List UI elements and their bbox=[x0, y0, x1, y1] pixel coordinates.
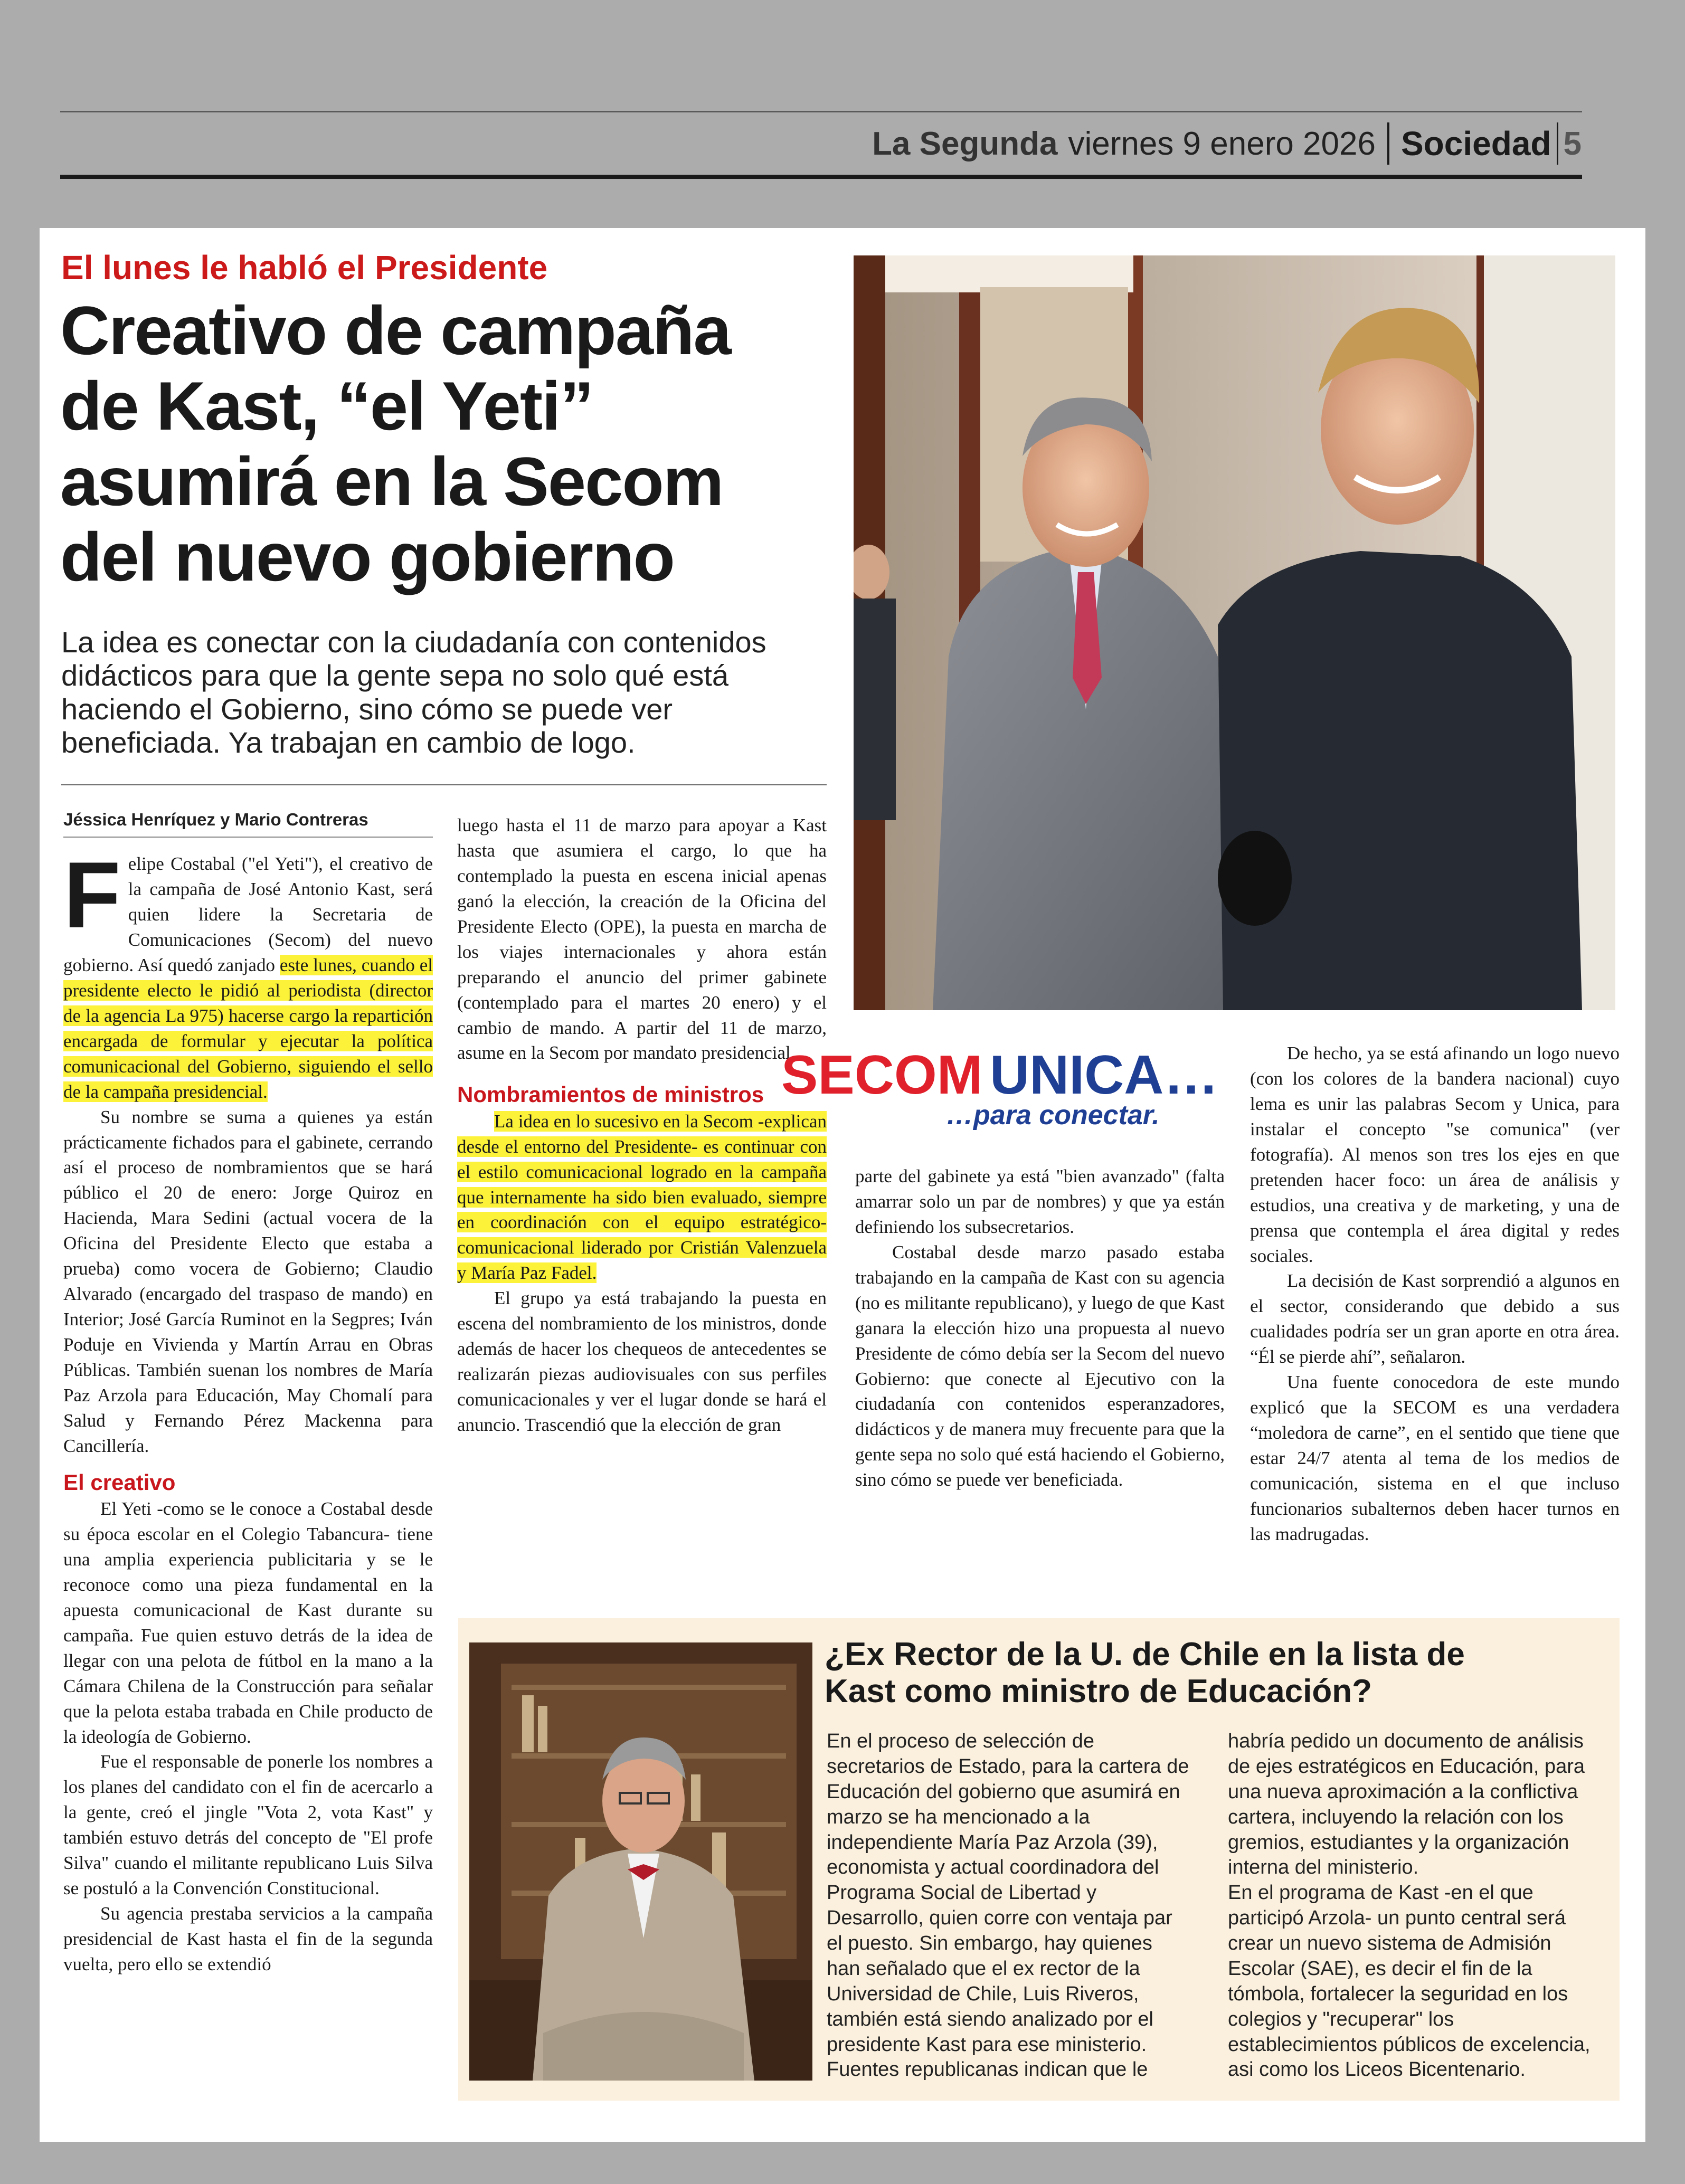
sidebar-column-2 bbox=[1228, 1729, 1597, 2083]
highlighted-text: La idea en lo sucesivo en la Secom -explican desde el entorno del Presidente- es continuar con el estilo comunicacional logrado en la campaña que internamente ha sido bien evaluado, siempre en coordinación con el equipo estratégico-comunicacional liderado por Cristián Valenzuela y María Paz Fadel. bbox=[457, 1110, 827, 1284]
article-headline: Creativo de campaña de Kast, “el Yeti” asumirá en la Secom del nuevo gobierno bbox=[60, 292, 731, 595]
photo-luis-riveros bbox=[469, 1642, 812, 2081]
highlighted-text: este lunes, cuando el presidente electo le pidió al periodista (director de la agencia La 975) hacerse cargo la repartición encargada de formular y ejecutar la política comunicacional del Gobierno, siguiendo el sello de la campaña presidencial. bbox=[63, 954, 433, 1102]
logo-blue-text: UNICA… bbox=[990, 1044, 1219, 1106]
byline: Jéssica Henríquez y Mario Contreras bbox=[63, 810, 368, 829]
main-photo-kast-costabal bbox=[854, 255, 1615, 1010]
section-name: Sociedad bbox=[1400, 125, 1551, 163]
article-deck: La idea es conectar con la ciudadanía con contenidos didácticos para que la gente sepa no solo qué está haciendo el Gobierno, sino cómo se puede ver beneficiada. Ya trabajan en cambio de logo. bbox=[61, 625, 766, 759]
header-top-rule bbox=[60, 111, 1582, 112]
article-column-3 bbox=[855, 1164, 1225, 1493]
sidebar-title: ¿Ex Rector de la U. de Chile en la lista de Kast como ministro de Educación? bbox=[825, 1636, 1465, 1710]
paragraph: En el programa de Kast -en el que participó Arzola- un punto central será crear un nuevo sistema de Admisión Escolar (SAE), es decir el fin de la tómbola, fortalecer la seguridad en los colegios y "recuperar" los establecimientos públicos de excelencia, asi como los Liceos Bicentenario. bbox=[1228, 1882, 1591, 2081]
paragraph: Una fuente conocedora de este mundo explicó que la SECOM es una verdadera “moledora de carne”, en el sentido que tiene que estar 24/7 atenta al tema de los medios de comunicación, sistema en el que incluso funcionarios subalternos deben hacer turnos en las madrugadas. bbox=[1250, 1372, 1620, 1544]
byline-rule bbox=[63, 837, 433, 838]
paragraph: parte del gabinete ya está "bien avanzado" (falta amarrar solo un par de nombres) y que ya están definiendo los subsecretarios. bbox=[855, 1166, 1225, 1237]
paragraph: Su nombre se suma a quienes ya están prácticamente fichados para el gabinete, cerrando así el proceso de nombramientos que se hará público el 20 de enero: Jorge Quiroz en Hacienda, Mara Sedini (actual vocera de la Oficina del Presidente Electo que estaba a prueba) como vocera de Gobierno; Claudio Alvarado (encargado del traspaso de mando) en Interior; José García Ruminot en la Segpres; Iván Poduje en Vivienda y Martín Arrau en Obras Públicas. También suenan los nombres de María Paz Arzola para Educación, May Chomalí para Salud y Fernando Pérez Mackenna para Cancillería. bbox=[63, 1106, 433, 1456]
paragraph: habría pedido un documento de análisis de ejes estratégicos en Educación, para una nueva aproximación a la conflictiva cartera, incluyendo la relación con los gremios, estudiantes y la organización interna del ministerio. bbox=[1228, 1730, 1585, 1879]
paragraph: El Yeti -como se le conoce a Costabal desde su época escolar en el Colegio Tabancura- tiene una amplia experiencia publicitaria y se le reconoce como una pieza fundamental en la apuesta comunicacional de Kast durante su campaña. Fue quien estuvo detrás de la idea de llegar con una pelota de fútbol en la mano a la Cámara Chilena de la Construcción para señalar que la pelota estaba trabada en Chile producto de la ideología de Gobierno. bbox=[63, 1498, 433, 1747]
header-divider bbox=[1387, 122, 1389, 165]
paragraph bbox=[457, 1109, 827, 1286]
header-divider bbox=[1557, 122, 1558, 165]
article-column-1 bbox=[63, 808, 433, 1977]
issue-date: viernes 9 enero 2026 bbox=[1068, 125, 1376, 162]
paragraph: De hecho, ya se está afinando un logo nuevo (con los colores de la bandera nacional) cuyo lema es unir las palabras Secom y Unica, para instalar el concepto "se comunica" (ver fotografía). Al menos son tres los ejes en que pretenden hacer foco: un área de análisis y estudios, una creativa y de marketing, y una de prensa que contempla el área digital y redes sociales. bbox=[1250, 1043, 1620, 1266]
article-column-4 bbox=[1250, 1041, 1620, 1547]
paragraph bbox=[63, 842, 433, 1104]
page-number: 5 bbox=[1563, 125, 1582, 162]
subhead-el-creativo: El creativo bbox=[63, 1469, 176, 1495]
header-bottom-rule bbox=[60, 175, 1582, 179]
logo-red-text: SECOM bbox=[781, 1044, 983, 1106]
article-column-2 bbox=[457, 813, 827, 1438]
paragraph: luego hasta el 11 de marzo para apoyar a Kast hasta que asumiera el cargo, lo que ha contemplado la puesta en escena inicial apenas ganó la elección, la creación de la Oficina del Presidente Electo (OPE), la puesta en marcha de los viajes internacionales y ahora están preparando el anuncio del primer gabinete (contemplado para el martes 20 enero) y el cambio de mando. A partir del 11 de marzo, asume en la Secom por mandato presidencial. bbox=[457, 815, 827, 1063]
paragraph: Costabal desde marzo pasado estaba trabajando en la campaña de Kast con su agencia (no es militante republicano), y luego de que Kast ganara la elección hizo una propuesta al nuevo Presidente de cómo debía ser la Secom del nuevo Gobierno: que conecte al Ejecutivo con la ciudadanía con contenidos esperanzadores, didácticos y de manera muy frecuente para que la gente sepa no solo qué está haciendo el Gobierno, sino cómo se puede ver beneficiada. bbox=[855, 1241, 1225, 1490]
paragraph: Su agencia prestaba servicios a la campaña presidencial de Kast hasta el fin de la segunda vuelta, pero ello se extendió bbox=[63, 1903, 433, 1974]
drop-cap: F bbox=[63, 842, 121, 948]
article-kicker: El lunes le habló el Presidente bbox=[61, 249, 548, 287]
paragraph: La decisión de Kast sorprendió a algunos en el sector, considerando que debido a sus cualidades podría ser un gran aporte en otra área. “Él se pierde ahí”, señalaron. bbox=[1250, 1270, 1620, 1368]
sidebar-column-1 bbox=[827, 1729, 1191, 2083]
page-header bbox=[872, 117, 1582, 170]
deck-rule bbox=[61, 784, 827, 785]
secomunica-logo bbox=[776, 1040, 1241, 1135]
paragraph: Fuentes republicanas indican que le bbox=[827, 2058, 1148, 2081]
paragraph: En el proceso de selección de secretarios de Estado, para la cartera de Educación del gobierno que asumirá en marzo se ha mencionado a la independiente María Paz Arzola (39), economista y actual coordinadora del Programa Social de Libertad y Desarrollo, quien corre con ventaja par el puesto. Sin embargo, hay quienes han señalado que el ex rector de la Universidad de Chile, Luis Riveros, también está siendo analizado por el presidente Kast para ese ministerio. bbox=[827, 1730, 1189, 2056]
paragraph: Fue el responsable de ponerle los nombres a los planes del candidato con el fin de acercarlo a la gente, creó el jingle "Vota 2, vota Kast" y también estuvo detrás del concepto de "El profe Silva" cuando el militante republicano Luis Silva se postuló a la Convención Constitucional. bbox=[63, 1751, 433, 1899]
newspaper-name: La Segunda bbox=[872, 125, 1058, 162]
logo-tagline: …para conectar. bbox=[946, 1100, 1160, 1131]
paragraph: El grupo ya está trabajando la puesta en escena del nombramiento de los ministros, donde además de hacer los chequeos de antecedentes se realizarán piezas audiovisuales con sus perfiles comunicacionales y ver el lugar donde se hará el anuncio. Trascendió que la elección de gran bbox=[457, 1288, 827, 1435]
subhead-nombramientos: Nombramientos de ministros bbox=[457, 1082, 764, 1107]
paragraph-text: elipe Costabal ("el Yeti"), el creativo de la campaña de José Antonio Kast, será quien lidere la Secretaria de Comunicaciones (Secom) del nuevo gobierno. Así quedó zanjado bbox=[63, 853, 433, 975]
